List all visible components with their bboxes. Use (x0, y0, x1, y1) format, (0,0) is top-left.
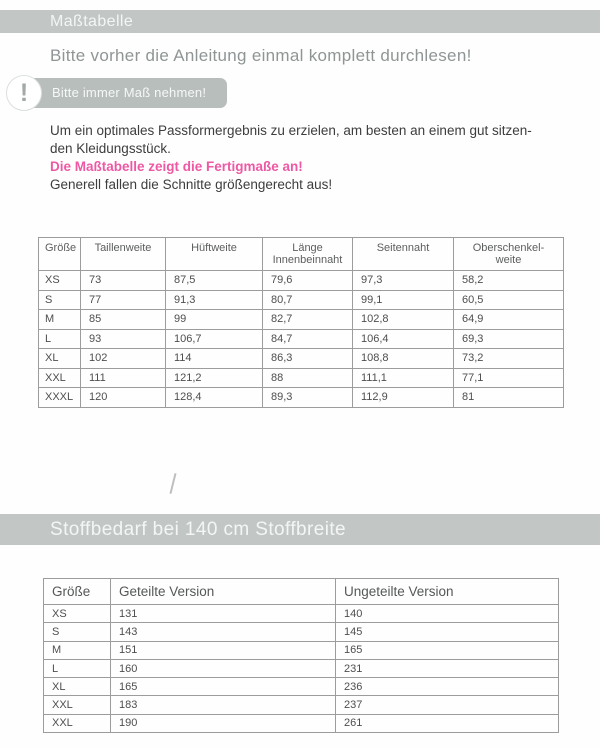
header-line: Länge (292, 242, 323, 254)
table-cell: 151 (111, 641, 336, 659)
table-cell: 190 (111, 714, 336, 732)
table-cell: 97,3 (353, 271, 454, 291)
table-cell: 237 (336, 696, 559, 714)
table-cell: 111 (81, 368, 166, 388)
sizing-note: Generell fallen die Schnitte größengerecht aus! (50, 177, 333, 192)
table-cell: L (39, 329, 81, 349)
header-line: Innenbeinnaht (272, 254, 343, 266)
table-cell: 102 (81, 349, 166, 369)
table-cell: 73,2 (454, 349, 564, 369)
table-row (39, 271, 564, 291)
table-row (39, 368, 564, 388)
table-cell: XXL (44, 696, 111, 714)
table-cell: 143 (111, 623, 336, 641)
table-cell: 106,4 (353, 329, 454, 349)
table-row (39, 290, 564, 310)
table-cell: 99,1 (353, 290, 454, 310)
intro-line-1: Um ein optimales Passformergebnis zu erzielen, am besten an einem gut sitzen- (50, 123, 532, 138)
highlight-note: Die Maßtabelle zeigt die Fertigmaße an! (50, 159, 303, 174)
table-cell: L (44, 659, 111, 677)
column-header-laenge-innenbeinnaht (263, 238, 353, 271)
table-row (44, 678, 559, 696)
size-table (38, 237, 564, 408)
table-cell: 79,6 (263, 271, 353, 291)
table-cell: S (39, 290, 81, 310)
column-header-geteilte-version: Geteilte Version (111, 579, 336, 605)
table-cell: XXL (39, 368, 81, 388)
table-cell: 111,1 (353, 368, 454, 388)
table-cell: 145 (336, 623, 559, 641)
table-cell: 99 (166, 310, 263, 330)
intro-paragraph (50, 122, 550, 194)
fabric-table-body (44, 605, 559, 733)
table-cell: 89,3 (263, 388, 353, 408)
column-header-seitennaht: Seitennaht (353, 238, 454, 271)
table-cell: 261 (336, 714, 559, 732)
table-row (44, 714, 559, 732)
subtitle: Bitte vorher die Anleitung einmal komplett durchlesen! (50, 46, 472, 65)
table-row (44, 623, 559, 641)
table-cell: 60,5 (454, 290, 564, 310)
table-cell: 85 (81, 310, 166, 330)
table-row (39, 310, 564, 330)
table-cell: M (39, 310, 81, 330)
table-cell: XS (44, 605, 111, 623)
table-cell: 120 (81, 388, 166, 408)
table-row (44, 659, 559, 677)
table-row (39, 349, 564, 369)
table-cell: 69,3 (454, 329, 564, 349)
table-cell: M (44, 641, 111, 659)
table-cell: 131 (111, 605, 336, 623)
table-cell: 84,7 (263, 329, 353, 349)
table-cell: XL (39, 349, 81, 369)
column-header-oberschenkelweite (454, 238, 564, 271)
table-cell: 165 (111, 678, 336, 696)
table-cell: 128,4 (166, 388, 263, 408)
column-header-hueftweite: Hüftweite (166, 238, 263, 271)
table-cell: 160 (111, 659, 336, 677)
section-bar-masstabelle (0, 10, 600, 33)
table-cell: 231 (336, 659, 559, 677)
section-bar-stoffbedarf (0, 514, 600, 545)
table-cell: 87,5 (166, 271, 263, 291)
table-cell: 140 (336, 605, 559, 623)
table-row (44, 605, 559, 623)
table-cell: 82,7 (263, 310, 353, 330)
table-cell: 114 (166, 349, 263, 369)
size-table-body (39, 271, 564, 408)
table-cell: 73 (81, 271, 166, 291)
table-cell: 80,7 (263, 290, 353, 310)
table-cell: 165 (336, 641, 559, 659)
measure-reminder-badge (10, 78, 227, 108)
table-cell: 86,3 (263, 349, 353, 369)
column-header-groesse: Größe (44, 579, 111, 605)
intro-line-2: den Kleidungsstück. (50, 141, 171, 156)
column-header-ungeteilte-version: Ungeteilte Version (336, 579, 559, 605)
exclamation-icon (6, 75, 42, 111)
exclamation-glyph: ! (19, 79, 29, 107)
table-cell: XXXL (39, 388, 81, 408)
table-cell: 93 (81, 329, 166, 349)
page-title: Maßtabelle (50, 13, 134, 30)
badge-label: Bitte immer Maß nehmen! (52, 85, 207, 100)
fabric-table-header-row (44, 579, 559, 605)
section-title: Stoffbedarf bei 140 cm Stoffbreite (50, 519, 346, 540)
table-row (44, 641, 559, 659)
fabric-table (43, 578, 559, 733)
table-cell: 81 (454, 388, 564, 408)
table-row (39, 329, 564, 349)
table-cell: XS (39, 271, 81, 291)
table-cell: 91,3 (166, 290, 263, 310)
table-cell: 106,7 (166, 329, 263, 349)
table-cell: 58,2 (454, 271, 564, 291)
table-cell: 112,9 (353, 388, 454, 408)
table-cell: 64,9 (454, 310, 564, 330)
table-cell: 183 (111, 696, 336, 714)
size-table-header-row (39, 238, 564, 271)
table-cell: 236 (336, 678, 559, 696)
scan-artifact-mark (169, 473, 176, 494)
table-row (39, 388, 564, 408)
table-cell: 77 (81, 290, 166, 310)
column-header-groesse: Größe (39, 238, 81, 271)
header-line: Oberschenkel- (472, 242, 545, 254)
header-line: weite (495, 254, 522, 266)
table-cell: XL (44, 678, 111, 696)
table-cell: 88 (263, 368, 353, 388)
column-header-taillenweite: Taillenweite (81, 238, 166, 271)
table-row (44, 696, 559, 714)
table-cell: XXL (44, 714, 111, 732)
table-cell: 77,1 (454, 368, 564, 388)
table-cell: S (44, 623, 111, 641)
table-cell: 102,8 (353, 310, 454, 330)
table-cell: 121,2 (166, 368, 263, 388)
table-cell: 108,8 (353, 349, 454, 369)
